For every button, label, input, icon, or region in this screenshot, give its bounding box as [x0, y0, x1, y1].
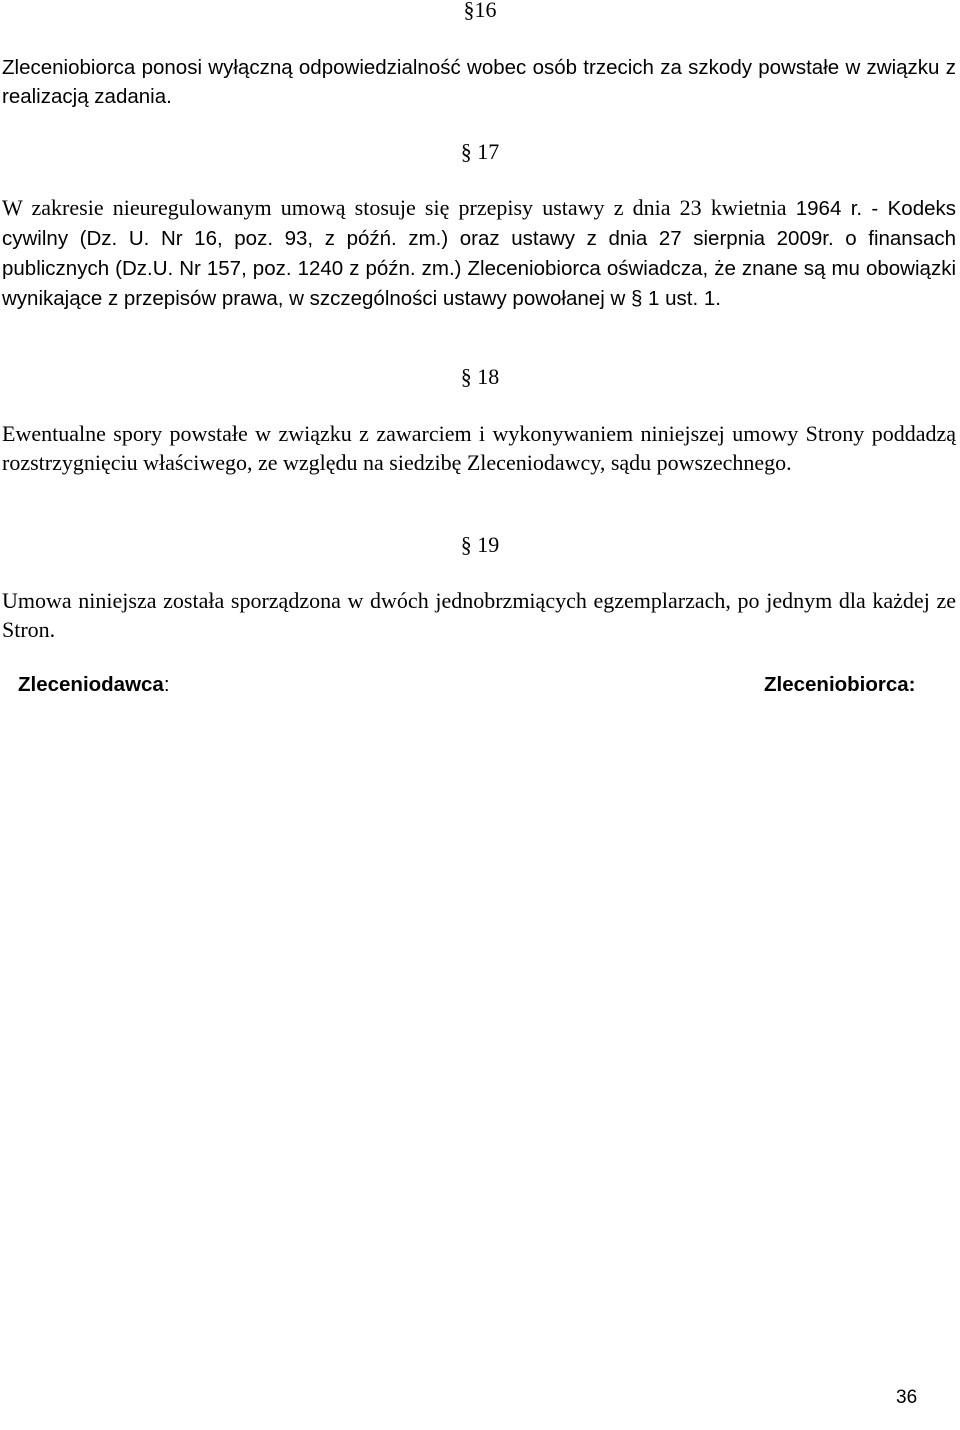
section-17-paragraph: [2, 193, 956, 313]
signature-zleceniodawca-label: Zleceniodawca: [18, 673, 164, 696]
section-16-heading: §16: [463, 0, 497, 22]
section-17-paragraph-serif: W zakresie nieuregulowanym umową stosuje się przepisy ustawy z dnia 23 kwietnia: [2, 195, 796, 220]
signature-zleceniodawca: [18, 672, 170, 698]
section-18-heading: § 18: [460, 364, 500, 389]
signature-zleceniobiorca: Zleceniobiorca:: [764, 673, 916, 696]
page-number: 36: [896, 1387, 918, 1408]
signature-zleceniodawca-colon: :: [163, 673, 170, 696]
section-18-paragraph: Ewentualne spory powstałe w związku z zawarciem i wykonywaniem niniejszej umowy Strony poddadzą rozstrzygnięciu właściwego, ze względu na siedzibę Zleceniodawcy, sądu powszechnego.: [2, 421, 956, 475]
section-19-paragraph: Umowa niniejsza została sporządzona w dwóch jednobrzmiących egzemplarzach, po jednym dla każdej ze Stron.: [2, 588, 956, 642]
section-16-paragraph: Zleceniobiorca ponosi wyłączną odpowiedzialność wobec osób trzecich za szkody powstałe w związku z realizacją zadania.: [2, 56, 956, 108]
section-17-paragraph-sans: 1964 r. - Kodeks cywilny (Dz. U. Nr 16, poz. 93, z późń. zm.) oraz ustawy z dnia 27 sierpnia 2009r. o finansach publicznych (Dz.U. Nr 157, poz. 1240 z późn. zm.) Zleceniobiorca oświadcza, że znane są mu obowiązki wynikające z przepisów prawa, w szczególności ustawy powołanej w § 1 ust. 1.: [2, 197, 956, 310]
section-17-heading: § 17: [460, 139, 500, 164]
section-19-heading: § 19: [460, 532, 500, 557]
